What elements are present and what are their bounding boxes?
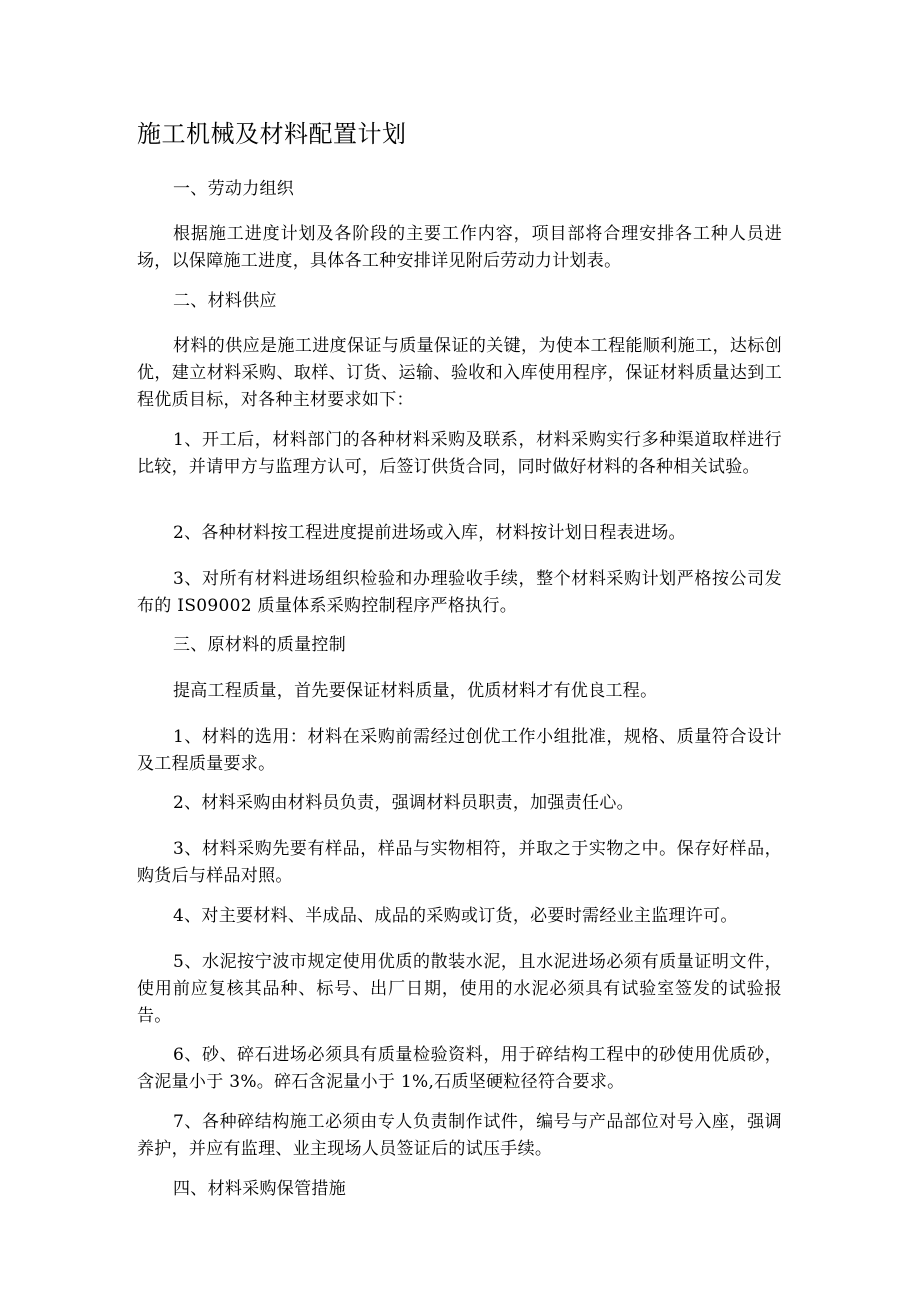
- paragraph: 2、材料采购由材料员负责，强调材料员职责，加强责任心。: [173, 793, 634, 813]
- paragraph: 3、材料采购先要有样品，样品与实物相符，并取之于实物之中。保存好样品，购货后与样品对照。: [137, 839, 782, 886]
- paragraph: 4、对主要材料、半成品、成品的采购或订货，必要时需经业主监理许可。: [173, 906, 738, 926]
- paragraph: 3、对所有材料进场组织检验和办理验收手续，整个材料采购计划严格按公司发布的 IS09002 质量体系采购控制程序严格执行。: [137, 569, 782, 616]
- paragraph: 5、水泥按宁波市规定使用优质的散装水泥，且水泥进场必须有质量证明文件，使用前应复核其品种、标号、出厂日期，使用的水泥必须具有试验室签发的试验报告。: [137, 952, 782, 1026]
- section-heading-labor: 一、劳动力组织: [173, 179, 295, 199]
- section-heading-material-supply: 二、材料供应: [173, 291, 277, 311]
- section-heading-quality-control: 三、原材料的质量控制: [173, 635, 346, 655]
- paragraph: 2、各种材料按工程进度提前进场或入库，材料按计划日程表进场。: [173, 523, 686, 543]
- paragraph: 6、砂、碎石进场必须具有质量检验资料，用于碎结构工程中的砂使用优质砂，含泥量小于 3%。碎石含泥量小于 1%,石质坚硬粒径符合要求。: [137, 1045, 782, 1092]
- paragraph: 材料的供应是施工进度保证与质量保证的关键，为使本工程能顺利施工，达标创优，建立材料采购、取样、订货、运输、验收和入库使用程序，保证材料质量达到工程优质目标，对各种主材要求如下：: [137, 336, 782, 410]
- paragraph: 根据施工进度计划及各阶段的主要工作内容，项目部将合理安排各工种人员进场，以保障施工进度，具体各工种安排详见附后劳动力计划表。: [137, 224, 782, 271]
- document-title: 施工机械及材料配置计划: [137, 120, 407, 148]
- paragraph: 提高工程质量，首先要保证材料质量，优质材料才有优良工程。: [173, 681, 658, 701]
- paragraph: 7、各种碎结构施工必须由专人负责制作试件，编号与产品部位对号入座，强调养护，并应有监理、业主现场人员签证后的试压手续。: [137, 1112, 782, 1159]
- section-heading-procurement: 四、材料采购保管措施: [173, 1179, 346, 1199]
- paragraph: 1、材料的选用：材料在采购前需经过创优工作小组批准，规格、质量符合设计及工程质量要求。: [137, 727, 782, 774]
- paragraph: 1、开工后，材料部门的各种材料采购及联系，材料采购实行多种渠道取样进行比较，并请甲方与监理方认可，后签订供货合同，同时做好材料的各种相关试验。: [137, 430, 782, 477]
